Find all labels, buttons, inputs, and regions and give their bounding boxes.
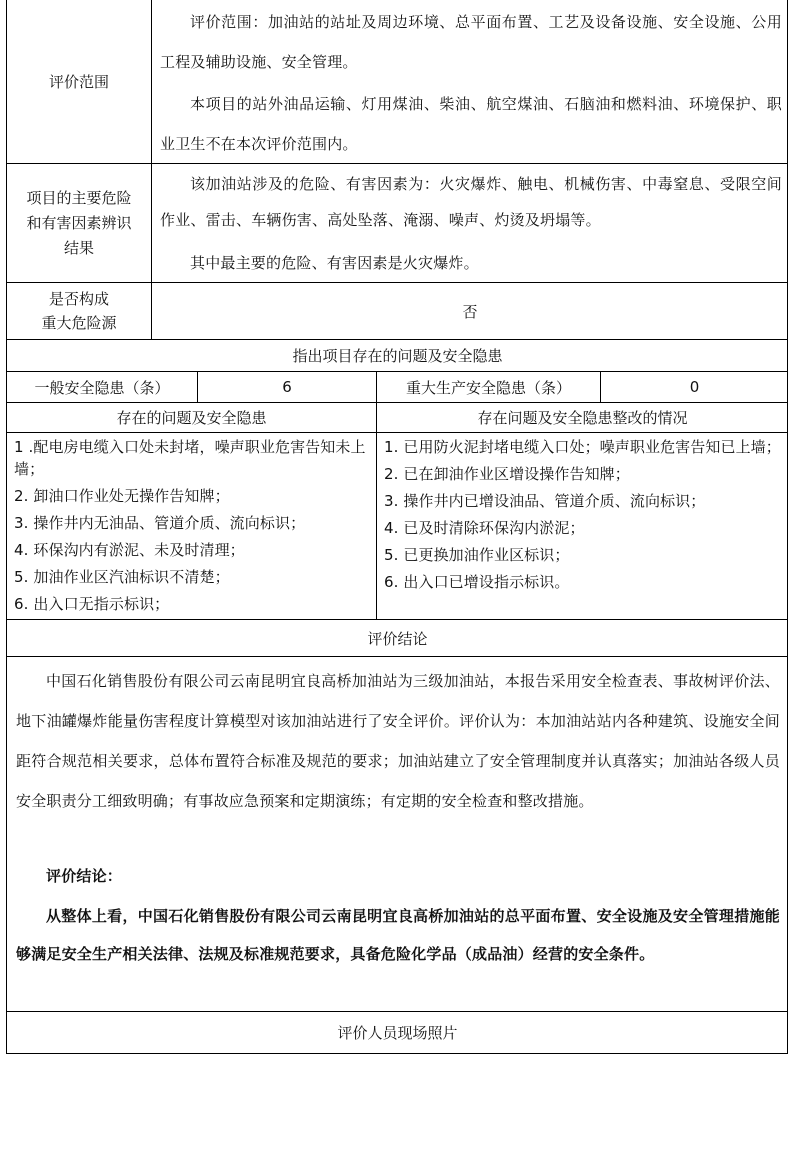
problems-list — [14, 434, 370, 618]
list-item: 3. 操作井内无油品、管道介质、流向标识； — [14, 514, 306, 532]
rectifications-list — [384, 434, 782, 596]
list-item: 6. 出入口已增设指示标识。 — [384, 573, 570, 591]
list-item: 5. 加油作业区汽油标识不清楚； — [14, 568, 230, 586]
problems-header: 存在的问题及安全隐患 — [116, 409, 267, 427]
list-item: 1 .配电房电缆入口处未封堵，噪声职业危害告知未上墙； — [14, 438, 366, 478]
conclusion-body: 中国石化销售股份有限公司云南昆明宜良高桥加油站为三级加油站，本报告采用安全检查表、事故树评价法、地下油罐爆炸能量伤害程度计算模型对该加油站进行了安全评价。评价认为：本加油站站内各种建筑、设施安全间距符合规范相关要求，总体布置符合标准及规范的要求；加油站建立了安全管理制度并认真落实；加油站各级人员安全职责分工细致明确；有事故应急预案和定期演练；有定期的安全检查和整改措施。 — [16, 672, 780, 810]
major-hazards-count: 0 — [689, 378, 700, 396]
hazards-paragraph-2: 其中最主要的危险、有害因素是火灾爆炸。 — [190, 254, 479, 272]
major-source-value: 否 — [462, 302, 478, 321]
list-item: 1. 已用防火泥封堵电缆入口处；噪声职业危害告知已上墙； — [384, 438, 781, 456]
site-photos-label: 评价人员现场照片 — [337, 1024, 458, 1042]
conclusion-final: 从整体上看，中国石化销售股份有限公司云南昆明宜良高桥加油站的总平面布置、安全设施及安全管理措施能够满足安全生产相关法律、法规及标准规范要求，具备危险化学品（成品油）经营的安全条件。 — [16, 907, 780, 963]
general-hazards-label: 一般安全隐患（条） — [34, 378, 170, 397]
scope-paragraph-2: 本项目的站外油品运输、灯用煤油、柴油、航空煤油、石脑油和燃料油、环境保护、职业卫生不在本次评价范围内。 — [160, 95, 782, 153]
issues-section-title: 指出项目存在的问题及安全隐患 — [292, 347, 503, 365]
row-divider — [6, 656, 788, 657]
major-source-label-line: 是否构成 — [48, 290, 109, 308]
general-hazards-count: 6 — [282, 378, 292, 396]
list-item: 4. 已及时清除环保沟内淤泥； — [384, 519, 585, 537]
hazards-label-line: 结果 — [63, 238, 94, 257]
hazards-label — [7, 164, 151, 282]
list-item: 3. 操作井内已增设油品、管道介质、流向标识； — [384, 492, 706, 510]
major-source-label-line: 重大危险源 — [41, 314, 117, 332]
hazards-label-line: 项目的主要危险 — [26, 188, 132, 207]
major-hazards-label: 重大生产安全隐患（条） — [405, 378, 571, 397]
rectifications-header: 存在问题及安全隐患整改的情况 — [477, 409, 688, 427]
major-source-label — [7, 283, 151, 339]
list-item: 2. 已在卸油作业区增设操作告知牌； — [384, 465, 630, 483]
hazards-label-line: 和有害因素辨识 — [26, 213, 132, 232]
row-divider — [6, 432, 788, 433]
hazards-paragraph-1: 该加油站涉及的危险、有害因素为：火灾爆炸、触电、机械伤害、中毒窒息、受限空间作业、雷击、车辆伤害、高处坠落、淹溺、噪声、灼烫及坍塌等。 — [160, 175, 782, 229]
list-item: 2. 卸油口作业处无操作告知牌； — [14, 487, 230, 505]
scope-label: 评价范围 — [48, 73, 109, 91]
list-item: 4. 环保沟内有淤泥、未及时清理； — [14, 541, 245, 559]
conclusion-subheading: 评价结论： — [46, 867, 123, 885]
scope-paragraph-1: 评价范围：加油站的站址及周边环境、总平面布置、工艺及设备设施、安全设施、公用工程及辅助设施、安全管理。 — [160, 13, 782, 71]
conclusion-header: 评价结论 — [367, 629, 428, 648]
list-item: 6. 出入口无指示标识； — [14, 595, 170, 613]
list-item: 5. 已更换加油作业区标识； — [384, 546, 570, 564]
